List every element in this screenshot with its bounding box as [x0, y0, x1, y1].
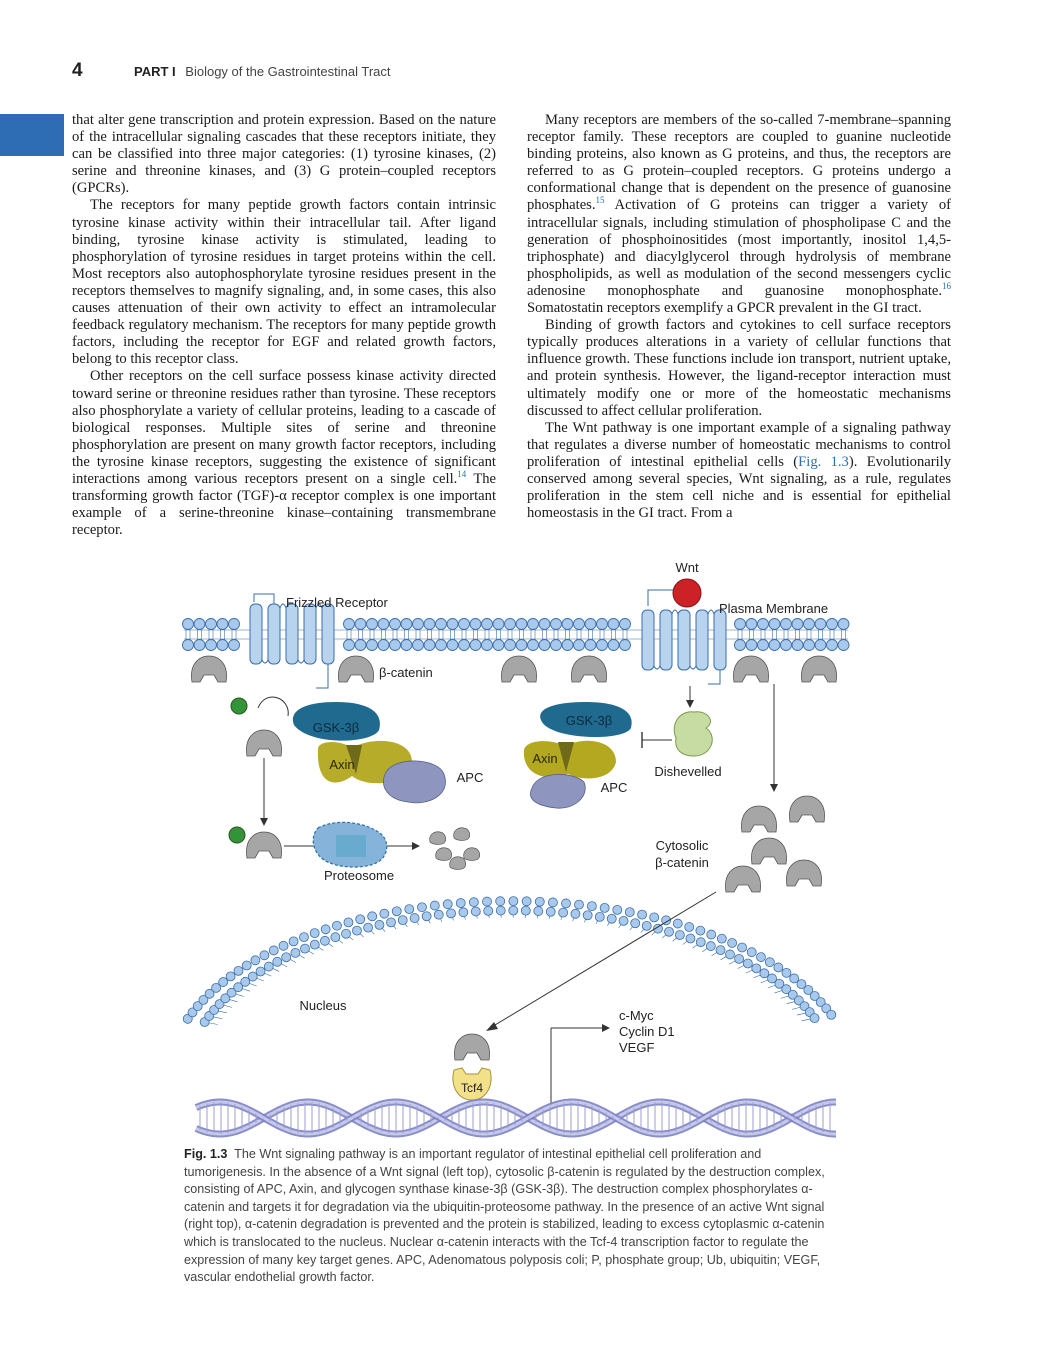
- paragraph: The receptors for many peptide growth factors contain intrinsic tyrosine kinase activity within their intracellular tail. After ligand binding, tyrosine kinase activity is stimulated, leading to phosphorylation of tyrosine residues in target proteins within the cell. Most receptors also autophosphorylate tyrosine residues present in the receptors themselves to magnify signaling, and, in some cases, this also causes attenuation of their own activity to effect an intramolecular feedback regulatory mechanism. The receptors for many peptide growth factors, including the receptor for EGF and related growth factors, belong to this receptor class.: [72, 197, 496, 368]
- dishevelled-label: Dishevelled: [654, 764, 722, 779]
- paragraph-text: Activation of G proteins can trigger a variety of intracellular signals, including stimulation of phospholipase C and the generation of phosphoinositides (most importantly, inositol 1,4,5-triphosphate) and diacylglycerol through hydrolysis of membrane phospholipids, as well as modulation of the second messengers cyclic adenosine monophosphate and guanosine monophosphate.: [527, 197, 951, 299]
- paragraph-text: The transforming growth factor (TGF)-α receptor complex is one important example of a serine-threonine kinase–containing transmembrane receptor.: [72, 470, 497, 539]
- beta-catenin-label: β-catenin: [379, 665, 433, 680]
- phosphate-label: P: [233, 831, 241, 841]
- paragraph-text: Many receptors are members of the so-called 7-membrane–spanning receptor family. These receptors are coupled to guanine nucleotide binding proteins, also known as G proteins, and thus, the receptors are referred to as G protein–coupled receptors. G proteins undergo a conformational change that is dependent on the presence of guanosine phosphates.: [527, 112, 951, 214]
- axin-label: Axin: [532, 751, 558, 766]
- paragraph: [527, 420, 951, 523]
- citation-14[interactable]: 14: [457, 469, 467, 480]
- cytosolic-label: Cytosolic: [655, 838, 709, 853]
- paragraph-text: ). Evolutionarily conserved among several species, Wnt signaling, as a rule, regulates proliferation in the stem cell niche and is essential for epithelial homeostasis in the GI tract. From a: [527, 453, 952, 522]
- cytosolic-label-2: β-catenin: [655, 855, 709, 870]
- caption-text: The Wnt signaling pathway is an important regulator of intestinal epithelial cell proliferation and tumorigenesis. In the absence of a Wnt signal (left top), cytosolic β-catenin is regulated by the destruction complex, consisting of APC, Axin, and glycogen synthase kinase-3β (GSK-3β). The destruction complex phosphorylates α-catenin and targets it for degradation via the ubiquitin-proteosome pathway. In the presence of an active Wnt signal (right top), α-catenin degradation is prevented and the protein is stabilized, leading to excess cytoplasmic α-catenin which is translocated to the nucleus. Nuclear α-catenin interacts with the Tcf-4 transcription factor to regulate the expression of many key target genes. APC, Adenomatous polyposis coli; P, phosphate group; Ub, ubiquitin; VEGF, vascular endothelial growth factor.: [184, 1147, 825, 1285]
- transcription-arrow: [551, 1008, 675, 1108]
- wnt-label: Wnt: [675, 560, 699, 575]
- destruction-complex-left: [293, 702, 484, 803]
- cytosolic-beta-catenins: [655, 796, 824, 892]
- wnt-ligand: [673, 579, 701, 607]
- wnt-pathway-figure: [176, 560, 856, 1140]
- caption-label: Fig. 1.3: [184, 1147, 228, 1161]
- dna-double-helix: [196, 1102, 836, 1134]
- target-gene-cmyc: c-Myc: [619, 1008, 654, 1023]
- part-title: [134, 64, 391, 79]
- paragraph-text: The Wnt pathway is one important example of a signaling pathway that regulates a diverse number of homeostatic mechanisms to control proliferation of intestinal epithelial cells (: [527, 419, 951, 470]
- axin-label: Axin: [329, 757, 355, 772]
- gsk3b-label: GSK-3β: [565, 713, 613, 728]
- proteosome-label: Proteosome: [323, 868, 395, 883]
- figure-caption: [184, 1146, 844, 1287]
- right-text-column: [527, 112, 951, 522]
- dishevelled: [642, 686, 722, 779]
- proteosome: [313, 822, 394, 883]
- left-text-column: [72, 112, 496, 539]
- frizzled-receptor-label: Frizzled Receptor: [286, 595, 388, 610]
- chapter-tab-marker: [0, 114, 64, 156]
- figure-link[interactable]: Fig. 1.3: [798, 453, 849, 470]
- plasma-membrane: [183, 619, 850, 651]
- paragraph-text: Other receptors on the cell surface possess kinase activity directed toward serine or threonine residues rather than tyrosine. These receptors also phosphorylate a variety of cellular proteins, leading to a cascade of biological responses. Multiple sites of serine and threonine phosphorylation are present on many growth factor receptors, including the tyrosine kinase receptors, suggesting the existence of significant interactions among various receptors present on a single cell.: [72, 368, 496, 487]
- apc-label: APC: [600, 780, 628, 795]
- nucleus-label: Nucleus: [299, 998, 347, 1013]
- paragraph: [72, 368, 496, 539]
- gsk3b-label: GSK-3β: [312, 720, 360, 735]
- part-label: PART I: [134, 64, 176, 79]
- destruction-complex-right: [524, 702, 632, 808]
- part-title-text: Biology of the Gastrointestinal Tract: [185, 64, 391, 79]
- citation-15[interactable]: 15: [595, 195, 605, 206]
- tcf4-complex: [453, 1034, 491, 1100]
- nuclear-membrane: [183, 897, 836, 1027]
- degraded-fragments: [430, 828, 480, 870]
- page-number: 4: [72, 60, 83, 81]
- plasma-membrane-label: Plasma Membrane: [719, 601, 829, 616]
- paragraph: Binding of growth factors and cytokines to cell surface receptors typically produces alterations in a variety of cellular functions that influence growth. These functions include ion transport, nutrient uptake, and protein synthesis. However, the ligand-receptor interaction must ultimately modify one or more of the homeostatic mechanisms discussed to affect cellular proliferation.: [527, 317, 951, 419]
- target-gene-vegf: VEGF: [619, 1040, 655, 1055]
- target-gene-cyclin-d1: Cyclin D1: [619, 1024, 675, 1039]
- citation-16[interactable]: 16: [942, 281, 951, 292]
- apc-label: APC: [456, 770, 484, 785]
- paragraph: that alter gene transcription and protein expression. Based on the nature of the intracellular signaling cascades that these receptors initiate, they can be classified into three major categories: (1) tyrosine kinases, (2) serine and threonine kinases, and (3) G protein–coupled receptors (GPCRs).: [72, 112, 496, 197]
- paragraph: [527, 112, 951, 317]
- phosphate-label: P: [235, 702, 243, 712]
- tcf4-label: Tcf4: [460, 1081, 484, 1095]
- paragraph-text: Somatostatin receptors exemplify a GPCR prevalent in the GI tract.: [527, 300, 922, 317]
